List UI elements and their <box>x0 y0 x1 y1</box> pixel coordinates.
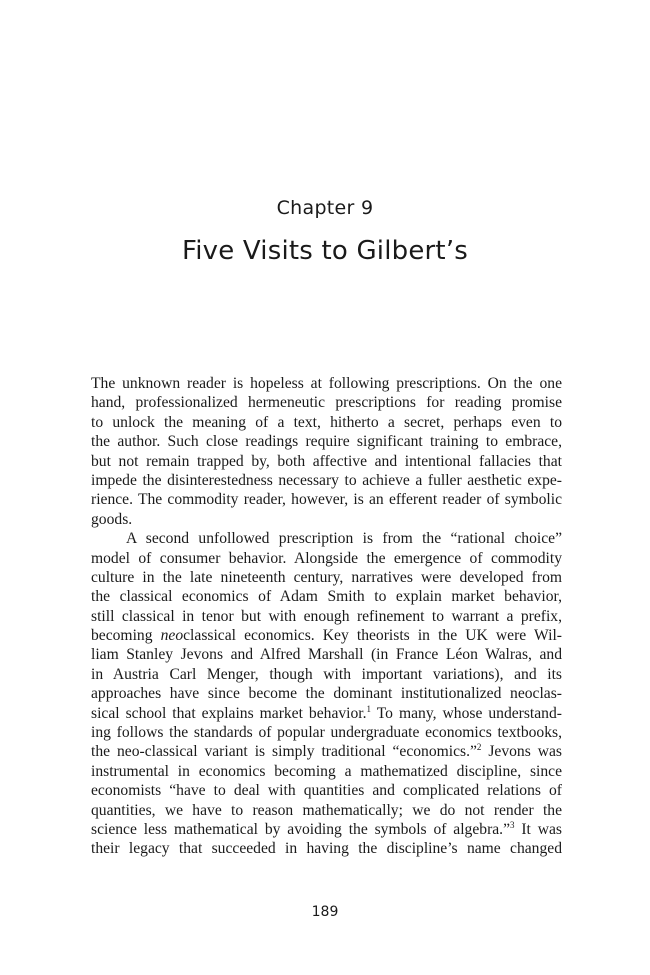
text-segment: It was <box>514 820 562 838</box>
text-line: quantities, we have to reason mathematically; we do not render the <box>91 801 562 819</box>
text-segment: Jevons was <box>481 743 562 761</box>
page-number: 189 <box>311 904 339 920</box>
text-segment: becoming <box>91 627 161 645</box>
text-line: ing follows the standards of popular undergraduate economics textbooks, <box>91 724 562 742</box>
text-line: instrumental in economics becoming a mathematized discipline, since <box>91 762 562 780</box>
footnote-marker-3[interactable]: 3 <box>510 819 515 830</box>
text-line: culture in the late nineteenth century, narratives were developed from <box>91 568 562 586</box>
text-line: model of consumer behavior. Alongside the emergence of commodity <box>91 549 562 567</box>
text-line: the author. Such close readings require significant training to embrace, <box>91 433 562 451</box>
text-line <box>91 820 562 839</box>
text-line: but not remain trapped by, both affective and intentional fallacies that <box>91 452 562 470</box>
italic-prefix: neo <box>160 627 184 645</box>
text-line: to unlock the meaning of a text, hitherto a secret, perhaps even to <box>91 413 562 431</box>
text-line <box>91 742 562 761</box>
chapter-title: Five Visits to Gilbert’s <box>181 236 469 266</box>
text-line: goods. <box>91 510 133 528</box>
text-line: their legacy that succeeded in having the discipline’s name changed <box>91 840 562 858</box>
text-line <box>91 626 562 645</box>
text-segment: the neo-classical variant is simply traditional “economics.” <box>91 743 477 761</box>
text-line: still classical in tenor but with enough refinement to warrant a prefix, <box>91 607 562 625</box>
text-line <box>91 704 562 723</box>
text-segment: sical school that explains market behavior. <box>91 704 367 722</box>
text-line: The unknown reader is hopeless at following prescriptions. On the one <box>91 375 562 392</box>
text-line: economists “have to deal with quantities and complicated relations of <box>91 782 562 800</box>
chapter-label: Chapter 9 <box>276 197 374 219</box>
text-line: impede the disinterestedness necessary to achieve a fuller aesthetic expe- <box>91 471 562 489</box>
body-text <box>91 374 562 859</box>
text-segment: classical economics. Key theorists in the UK were Wil- <box>183 627 562 645</box>
text-line: the classical economics of Adam Smith to explain market behavior, <box>91 588 562 606</box>
footnote-marker-2[interactable]: 2 <box>476 742 482 753</box>
text-line: in Austria Carl Menger, though with important variations), and its <box>91 665 562 683</box>
text-line: rience. The commodity reader, however, is an efferent reader of symbolic <box>91 491 562 509</box>
text-segment: To many, whose understand- <box>371 704 562 722</box>
text-line: A second unfollowed prescription is from the “rational choice” <box>126 530 562 548</box>
text-line: hand, professionalized hermeneutic prescriptions for reading promise <box>91 394 562 412</box>
text-line: approaches have since become the dominant institutionalized neoclas- <box>91 685 562 703</box>
footnote-marker-1[interactable]: 1 <box>366 703 372 714</box>
text-line: liam Stanley Jevons and Alfred Marshall (in France Léon Walras, and <box>91 646 562 664</box>
text-segment: science less mathematical by avoiding the symbols of algebra.” <box>91 820 510 838</box>
